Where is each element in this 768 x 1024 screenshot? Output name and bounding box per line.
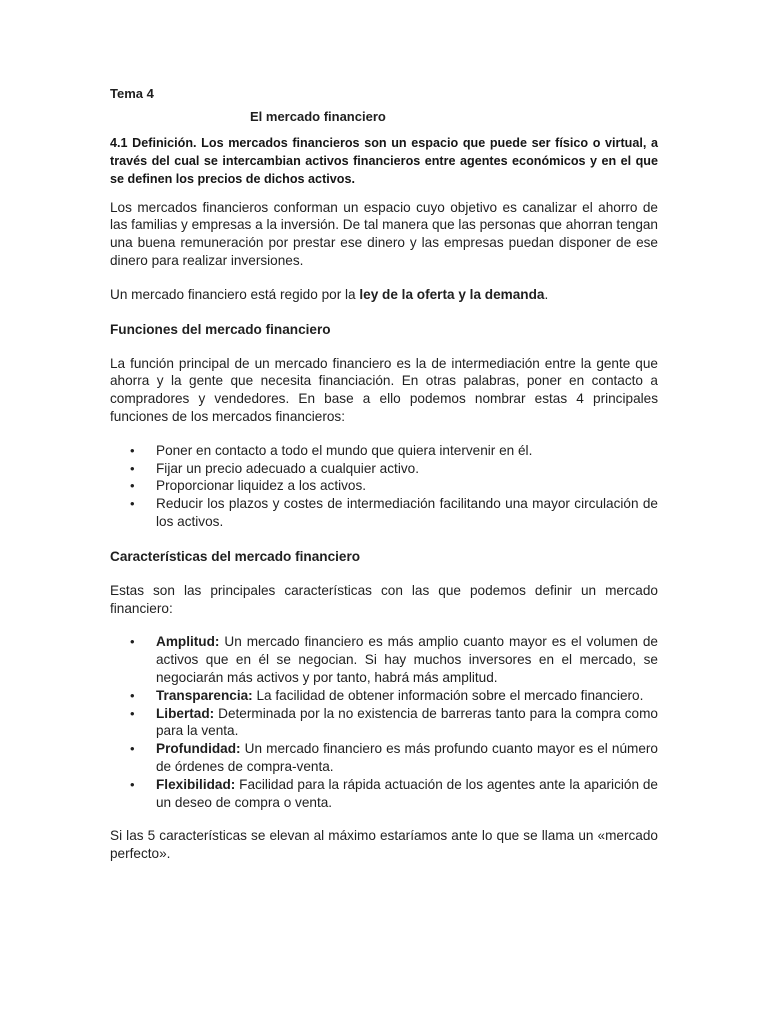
conclusion-paragraph: Si las 5 características se elevan al máximo estaríamos ante lo que se llama un «mercado perfecto». [110,828,658,862]
list-item-text: Reducir los plazos y costes de intermediación facilitando una mayor circulación de los activos. [156,496,658,529]
bullet-icon: • [130,776,135,792]
characteristics-list [110,633,658,811]
list-item-text: Determinada por la no existencia de barreras tanto para la compra como para la venta. [156,705,658,739]
characteristics-heading: Características del mercado financiero [110,548,361,564]
bullet-icon: • [130,478,135,494]
bullet-icon: • [130,741,135,757]
functions-intro: La función principal de un mercado financiero es la de intermediación entre la gente que ahorra y la gente que necesita financiación. En otras palabras, poner en contacto a compradores y vendedores. En base a ello podemos nombrar estas 4 principales funciones de los mercados financieros: [110,355,658,424]
list-item [110,740,658,776]
page-title: El mercado financiero [250,109,386,124]
definition-text: Los mercados financieros son un espacio que puede ser físico o virtual, a través del cual se intercambian activos financieros entre agentes económicos y en el que se definen los precios de dichos activos. [110,136,658,187]
list-item-term: Flexibilidad: [156,776,236,792]
list-item-text: Un mercado financiero es más profundo cuanto mayor es el número de órdenes de compra-venta. [156,741,658,774]
list-item [110,687,658,705]
bullet-icon: • [130,442,135,458]
list-item-text: Poner en contacto a todo el mundo que quiera intervenir en él. [156,442,533,458]
list-item-term: Transparencia: [156,687,253,703]
list-item [110,633,658,686]
law-text-before: Un mercado financiero está regido por la [110,286,360,302]
list-item-text: La facilidad de obtener información sobre el mercado financiero. [252,687,644,703]
topic-label: Tema 4 [110,86,154,101]
list-item-text: Proporcionar liquidez a los activos. [156,478,367,494]
bullet-icon: • [130,705,135,721]
bullet-icon: • [130,460,135,476]
law-text-bold: ley de la oferta y la demanda [359,286,545,302]
functions-heading: Funciones del mercado financiero [110,321,331,337]
list-item-text: Fijar un precio adecuado a cualquier activo. [156,460,419,476]
functions-list [110,442,658,531]
intro-paragraph: Los mercados financieros conforman un espacio cuyo objetivo es canalizar el ahorro de las familias y empresas a la inversión. De tal manera que las personas que ahorran tengan una buena remuneración por prestar ese dinero y las empresas puedan disponer de ese dinero para realizar inversiones. [110,199,658,268]
definition-label: 4.1 Definición. [110,136,197,150]
list-item [110,460,658,478]
list-item [110,776,658,812]
list-item-term: Amplitud: [156,634,220,650]
list-item-term: Libertad: [156,705,215,721]
bullet-icon: • [130,634,135,650]
list-item-term: Profundidad: [156,741,241,757]
bullet-icon: • [130,687,135,703]
bullet-icon: • [130,496,135,512]
list-item [110,705,658,741]
list-item [110,477,658,495]
law-text-after: . [544,286,549,302]
list-item-text: Facilidad para la rápida actuación de los agentes ante la aparición de un deseo de compra o venta. [156,776,658,810]
list-item [110,442,658,460]
characteristics-intro: Estas son las principales características con las que podemos definir un mercado financiero: [110,582,658,616]
list-item [110,495,658,531]
definition-paragraph [110,134,658,189]
law-paragraph [110,286,658,304]
list-item-text: Un mercado financiero es más amplio cuanto mayor es el volumen de activos que en él se negocian. Si hay muchos inversores en el mercado, se negociarán más activos y por tanto, habrá más amplitud. [156,634,658,685]
